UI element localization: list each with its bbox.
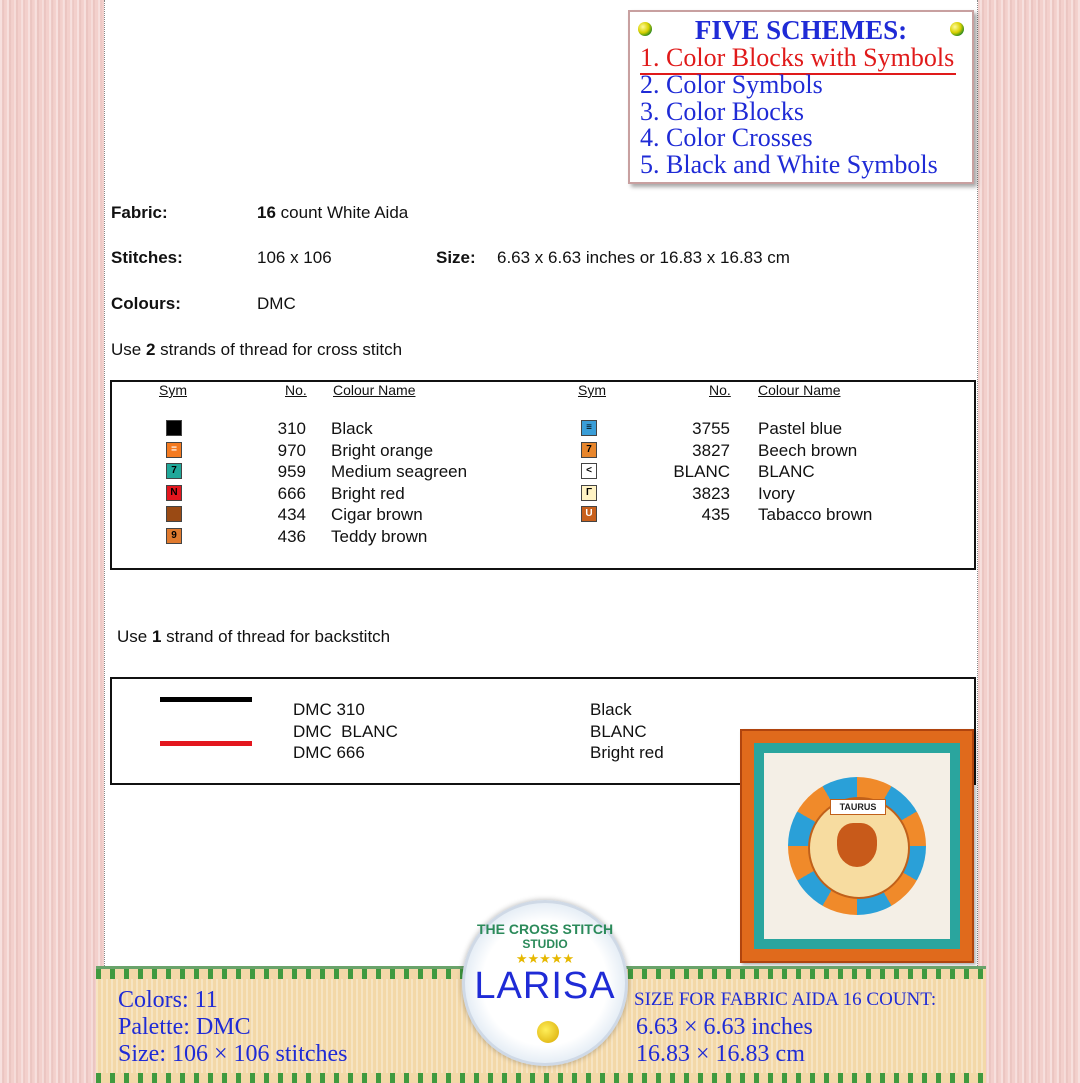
thread-number: 666 <box>277 483 306 503</box>
size-cm: 16.83 × 16.83 cm <box>636 1041 805 1067</box>
thread-number: 970 <box>277 440 306 460</box>
thread-colour-name: Black <box>331 419 373 438</box>
thread-symbol: 9 <box>166 528 182 544</box>
schemes-title: FIVE SCHEMES: <box>694 15 908 45</box>
thread-symbol: 7 <box>581 442 597 458</box>
thread-symbol: N <box>166 485 182 501</box>
thread-symbol: < <box>581 463 597 479</box>
fabric-value <box>257 203 408 223</box>
backstitch-code: DMC 666 <box>293 743 365 762</box>
palette: Palette: DMC <box>118 1014 251 1040</box>
backstitch-colour-name: Bright red <box>590 743 664 762</box>
colours-value: DMC <box>257 294 296 313</box>
thread-number: 3827 <box>692 440 730 460</box>
schemes-panel <box>628 10 974 184</box>
backstitch-line-sample <box>160 697 252 702</box>
thread-number: 434 <box>277 505 306 524</box>
fabric-label: Fabric: <box>111 203 168 222</box>
header-sym: Sym <box>578 382 606 398</box>
strand-count: 2 <box>145 340 156 359</box>
header-colour-name: Colour Name <box>333 382 416 398</box>
fabric-count: 16 <box>257 203 276 222</box>
backstitch-colour-name: Black <box>590 700 632 719</box>
colours-label: Colours: <box>111 294 181 313</box>
stitches-value: 106 x 106 <box>257 248 332 267</box>
bird-icon <box>537 1021 559 1043</box>
thread-colour-name: Ivory <box>758 483 795 503</box>
backstitch-code: DMC BLANC <box>293 721 398 741</box>
backstitch-line-sample <box>160 741 252 746</box>
thread-colour-name: Pastel blue <box>758 419 843 438</box>
instruction-text: strands of thread for cross stitch <box>160 340 403 359</box>
thread-symbol <box>166 420 182 436</box>
thread-symbol: U <box>581 506 597 522</box>
thread-number: 959 <box>277 462 306 481</box>
thread-number: BLANC <box>673 462 730 481</box>
fabric-size-title: SIZE FOR FABRIC AIDA 16 COUNT: <box>634 989 937 1010</box>
thread-colour-name: BLANC <box>758 462 815 481</box>
colors-count: Colors: 11 <box>118 987 218 1013</box>
logo-studio: STUDIO <box>522 937 568 951</box>
header-sym: Sym <box>159 382 187 398</box>
instruction-text: Use <box>117 627 148 646</box>
pattern-preview-image <box>740 729 974 963</box>
stitch-size: Size: 106 × 106 stitches <box>118 1041 348 1067</box>
thread-colour-name: Cigar brown <box>331 505 423 524</box>
stitches-label: Stitches: <box>111 248 183 267</box>
size-inches: 6.63 × 6.63 inches <box>636 1014 813 1040</box>
thread-number: 310 <box>277 419 306 438</box>
thread-colour-name: Bright red <box>331 483 405 503</box>
thread-colour-name: Beech brown <box>758 440 858 460</box>
star-icon: ★★★★★ <box>515 951 575 966</box>
scheme-link-5[interactable]: 5. Black and White Symbols <box>640 150 938 179</box>
scheme-link-4[interactable]: 4. Color Crosses <box>640 123 813 152</box>
instruction-text: strand of thread for backstitch <box>166 627 391 646</box>
thread-number: 3823 <box>692 483 730 503</box>
thread-symbol: 7 <box>166 463 182 479</box>
header-colour-name: Colour Name <box>758 382 841 398</box>
backstitch-line-sample <box>160 719 252 724</box>
strand-count: 1 <box>151 627 162 646</box>
fabric-type: count White Aida <box>280 203 409 222</box>
backstitch-code: DMC 310 <box>293 700 365 719</box>
thread-number: 436 <box>277 526 306 546</box>
thread-symbol: = <box>166 442 182 458</box>
size-label: Size: <box>436 248 476 267</box>
size-value: 6.63 x 6.63 inches or 16.83 x 16.83 cm <box>497 248 790 267</box>
studio-logo <box>462 900 628 1066</box>
scheme-link-3[interactable]: 3. Color Blocks <box>640 97 804 126</box>
thread-number: 3755 <box>692 419 730 438</box>
header-no: No. <box>709 382 731 398</box>
thread-colour-name: Medium seagreen <box>331 462 468 481</box>
scheme-link-2[interactable]: 2. Color Symbols <box>640 70 823 99</box>
backstitch-instruction <box>117 627 390 647</box>
thread-colour-name: Tabacco brown <box>758 505 873 524</box>
scheme-link-1[interactable]: 1. Color Blocks with Symbols <box>640 43 956 75</box>
backstitch-colour-name: BLANC <box>590 721 647 741</box>
thread-colour-name: Teddy brown <box>331 526 428 546</box>
thread-symbol: ≡ <box>581 420 597 436</box>
header-no: No. <box>285 382 307 398</box>
instruction-text: Use <box>111 340 142 359</box>
thread-colour-name: Bright orange <box>331 440 434 460</box>
thread-symbol: Γ <box>581 485 597 501</box>
logo-arc-text: THE CROSS STITCH <box>476 921 614 937</box>
thread-number: 435 <box>701 505 730 524</box>
preview-label: TAURUS <box>830 799 886 815</box>
bull-icon <box>837 823 877 867</box>
cross-stitch-instruction <box>111 340 402 360</box>
thread-symbol <box>166 506 182 522</box>
logo-name: LARISA <box>474 965 616 1007</box>
